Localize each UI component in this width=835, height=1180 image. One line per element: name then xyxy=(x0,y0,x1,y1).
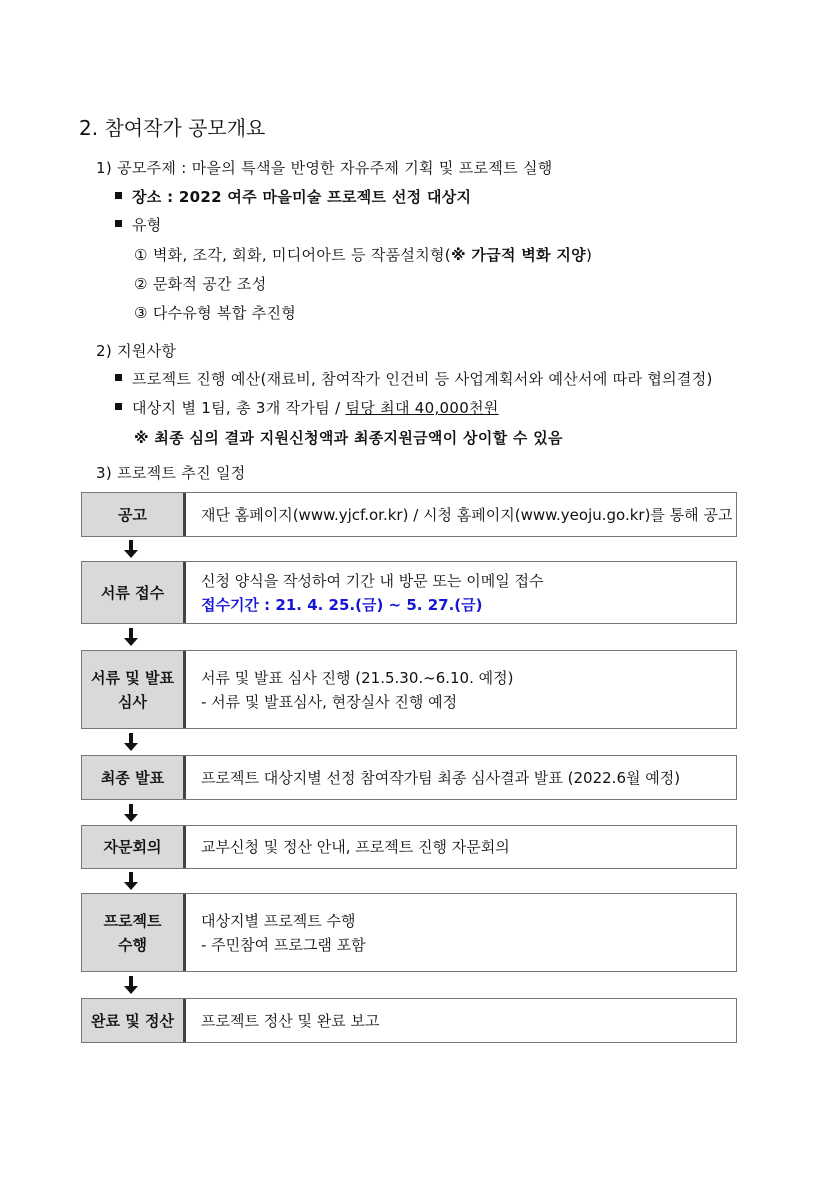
down-arrow-icon xyxy=(124,804,138,822)
schedule-step-line: 대상지별 프로젝트 수행 xyxy=(201,911,356,930)
schedule-step-label: 서류 접수 xyxy=(82,562,186,623)
schedule-step-line: - 서류 및 발표심사, 현장실사 진행 예정 xyxy=(201,692,458,711)
schedule-step-line: 신청 양식을 작성하여 기간 내 방문 또는 이메일 접수 xyxy=(201,571,544,590)
schedule-step-body xyxy=(186,651,736,728)
schedule-step-label: 자문회의 xyxy=(82,826,186,868)
type-option-2: ② 문화적 공간 조성 xyxy=(134,275,267,293)
schedule-step-body xyxy=(186,562,736,623)
schedule-step xyxy=(81,998,737,1043)
schedule-step xyxy=(81,650,737,729)
section-heading: 2. 참여작가 공모개요 xyxy=(79,116,266,140)
venue-item xyxy=(115,186,471,207)
subsection-2-title: 2) 지원사항 xyxy=(96,342,177,360)
bullet-icon xyxy=(115,192,122,199)
schedule-step-label: 완료 및 정산 xyxy=(82,999,186,1042)
schedule-step xyxy=(81,825,737,869)
support-item-budget xyxy=(115,368,713,389)
subsection-3-title: 3) 프로젝트 추진 일정 xyxy=(96,464,246,482)
subsection-1-title: 1) 공모주제 : 마을의 특색을 반영한 자유주제 기획 및 프로젝트 실행 xyxy=(96,159,553,177)
venue-text: 장소 : 2022 여주 마을미술 프로젝트 선정 대상지 xyxy=(132,188,472,206)
schedule-step xyxy=(81,561,737,624)
schedule-step-body xyxy=(186,756,736,799)
down-arrow-icon xyxy=(124,872,138,890)
schedule-step-line: 재단 홈페이지(www.yjcf.or.kr) / 시청 홈페이지(www.yeoju.go.kr)를 통해 공고 xyxy=(201,505,733,524)
type-label: 유형 xyxy=(132,216,162,234)
schedule-step-line: 접수기간 : 21. 4. 25.(금) ~ 5. 27.(금) xyxy=(201,595,483,614)
support-teams-text: 대상지 별 1팀, 총 3개 작가팀 / xyxy=(132,399,346,417)
bullet-icon xyxy=(115,403,122,410)
down-arrow-icon xyxy=(124,733,138,751)
down-arrow-icon xyxy=(124,628,138,646)
support-max-amount: 팀당 최대 40,000천원 xyxy=(345,399,499,417)
type-item xyxy=(115,214,162,235)
support-item-teams xyxy=(115,397,499,418)
schedule-step xyxy=(81,492,737,537)
schedule-step xyxy=(81,893,737,972)
type-option-1-text: ① 벽화, 조각, 회화, 미디어아트 등 작품설치형( xyxy=(134,246,451,264)
schedule-step-body xyxy=(186,894,736,971)
bullet-icon xyxy=(115,220,122,227)
type-option-1-close: ) xyxy=(585,246,593,264)
schedule-step-line: 프로젝트 대상지별 선정 참여작가팀 최종 심사결과 발표 (2022.6월 예정) xyxy=(201,768,681,787)
type-option-1-note: ※ 가급적 벽화 지양 xyxy=(450,246,586,264)
schedule-step-line: 서류 및 발표 심사 진행 (21.5.30.~6.10. 예정) xyxy=(201,668,514,687)
schedule-step-line: 프로젝트 정산 및 완료 보고 xyxy=(201,1011,380,1030)
support-budget-text: 프로젝트 진행 예산(재료비, 참여작가 인건비 등 사업계획서와 예산서에 따라 협의결정) xyxy=(132,370,713,388)
schedule-step-body xyxy=(186,826,736,868)
schedule-step-label: 공고 xyxy=(82,493,186,536)
schedule-step-line: 교부신청 및 정산 안내, 프로젝트 진행 자문회의 xyxy=(201,838,510,856)
type-option-1 xyxy=(134,244,592,265)
bullet-icon xyxy=(115,374,122,381)
support-note: ※ 최종 심의 결과 지원신청액과 최종지원금액이 상이할 수 있음 xyxy=(134,429,563,447)
down-arrow-icon xyxy=(124,540,138,558)
schedule-step-line: - 주민참여 프로그램 포함 xyxy=(201,935,366,954)
schedule-step-label: 최종 발표 xyxy=(82,756,186,799)
schedule-step-body xyxy=(186,493,736,536)
schedule-step-label: 프로젝트 수행 xyxy=(82,894,186,971)
schedule-step-body xyxy=(186,999,736,1042)
schedule-step-label: 서류 및 발표 심사 xyxy=(82,651,186,728)
type-option-3: ③ 다수유형 복합 추진형 xyxy=(134,304,297,322)
schedule-step xyxy=(81,755,737,800)
down-arrow-icon xyxy=(124,976,138,994)
